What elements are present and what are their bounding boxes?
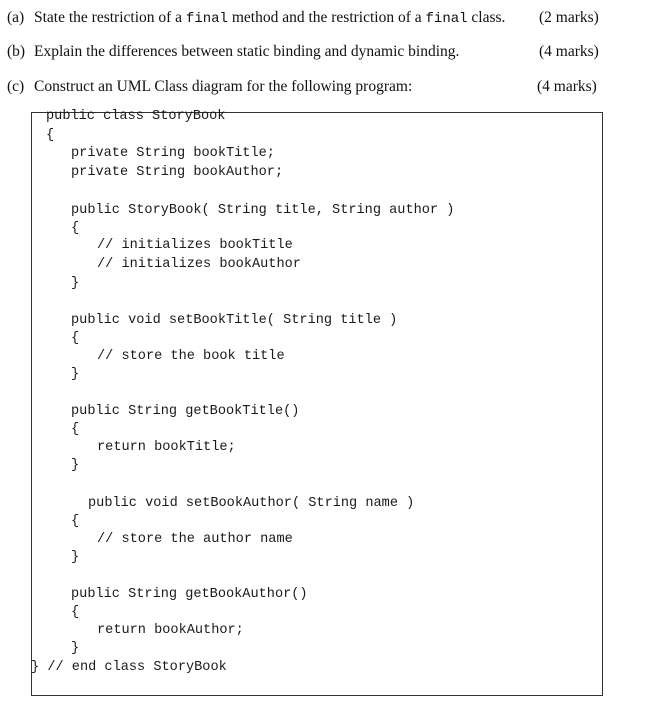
code-line: public StoryBook( String title, String author )	[71, 203, 455, 218]
code-line: {	[71, 331, 80, 346]
code-line: {	[71, 605, 80, 620]
code-line: }	[71, 641, 80, 656]
question-marks: (4 marks)	[539, 43, 599, 60]
question-label: (b)	[7, 43, 26, 60]
question-text: Construct an UML Class diagram for the following program:	[34, 78, 413, 95]
question-label: (c)	[7, 78, 25, 95]
code-line: private String bookAuthor;	[71, 165, 284, 180]
code-line: public String getBookTitle()	[71, 404, 300, 419]
code-line: public class StoryBook	[46, 109, 226, 124]
code-line: // store the book title	[97, 349, 285, 364]
inline-code-final: final	[425, 11, 468, 27]
code-line: return bookTitle;	[97, 440, 236, 455]
code-line: // initializes bookTitle	[97, 238, 293, 253]
code-line: }	[71, 276, 80, 291]
question-text: Explain the differences between static binding and dynamic binding.	[34, 43, 460, 60]
code-line: // store the author name	[97, 532, 293, 547]
question-marks: (2 marks)	[539, 9, 599, 26]
code-line: } // end class StoryBook	[31, 660, 227, 675]
code-line: // initializes bookAuthor	[97, 257, 301, 272]
code-line: {	[71, 422, 80, 437]
code-line: {	[71, 221, 80, 236]
code-line: public String getBookAuthor()	[71, 587, 308, 602]
code-line: }	[71, 550, 80, 565]
code-line: }	[71, 367, 80, 382]
code-line: public void setBookAuthor( String name )	[88, 496, 415, 511]
question-label: (a)	[7, 9, 25, 26]
code-line: return bookAuthor;	[97, 623, 244, 638]
question-marks: (4 marks)	[537, 78, 597, 95]
question-text	[34, 7, 505, 30]
inline-code-final: final	[185, 11, 228, 27]
code-line: public void setBookTitle( String title )	[71, 313, 398, 328]
question-text-part: State the restriction of a	[34, 9, 186, 26]
code-line: private String bookTitle;	[71, 146, 275, 161]
question-b	[0, 41, 649, 63]
question-c	[0, 76, 649, 98]
code-line: {	[46, 128, 55, 143]
code-line: {	[71, 514, 80, 529]
question-text-part: class.	[467, 9, 506, 26]
code-line: }	[71, 458, 80, 473]
question-a	[0, 7, 649, 29]
question-text-part: method and the restriction of a	[227, 9, 426, 26]
